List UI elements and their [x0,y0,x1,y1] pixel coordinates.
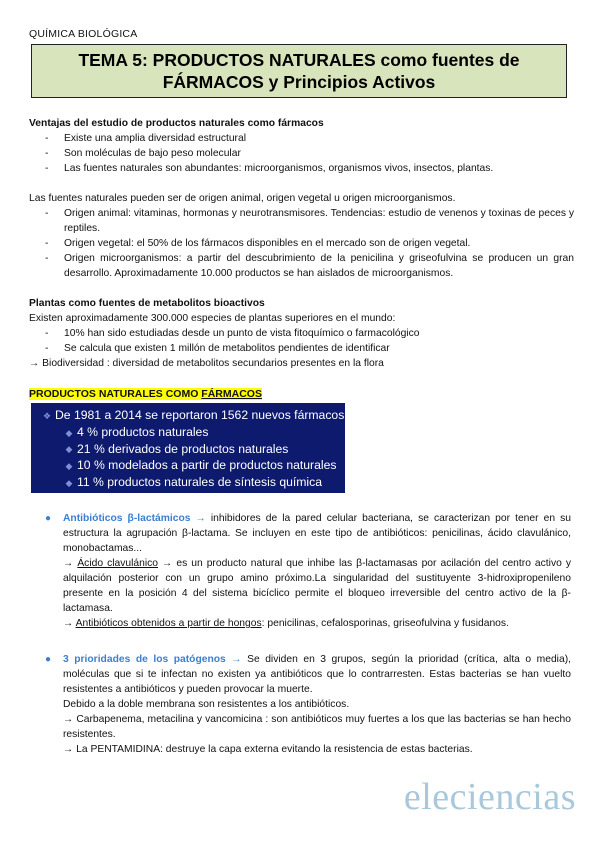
pn-farmacos-title [29,387,262,402]
arrow-text: → [63,558,78,569]
antibioticos-text: inhibidores de la pared celular bacteriana, se caracterizan por tener en su estructura la agrupación β-lactama. Se incluyen en este tipo de antibióticos: penicilinas, ácido clavulánico, monobactamas... [63,513,571,554]
pn-title-b: FÁRMACOS [201,388,262,400]
stats-item-text: 21 % derivados de productos naturales [77,441,289,456]
diamond-bullet-icon: ◆ [65,477,73,488]
stats-item [39,474,345,491]
diamond-bullet-icon: ◆ [65,444,73,455]
diamond-bullet-icon: ◆ [65,427,73,438]
fuentes-section [29,191,574,281]
stats-item-text: 11 % productos naturales de síntesis química [77,475,323,490]
stats-item [39,441,345,458]
prioridades-line-2: Debido a la doble membrana son resistentes a los antibióticos. [63,699,350,710]
prioridades-label: 3 prioridades de los patógenos → [63,654,242,665]
list-item: - Origen microorganismos: a partir del descubrimiento de la penicilina y griseofulvina se producen un gran desarrollo. Aproximadamente 10.000 productos se han aislados de microorganismos. [29,251,574,281]
stats-item-text: 10 % modelados a partir de productos naturales [77,458,337,473]
clavulanico-label: Ácido clavulánico [77,558,159,569]
list-item: - Origen animal: vitaminas, hormonas y neurotransmisores. Tendencias: estudio de venenos y toxinas de peces y reptiles. [29,206,574,236]
diamond-bullet-icon: ❖ [42,410,52,421]
fuentes-intro: Las fuentes naturales pueden ser de origen animal, origen vegetal u origen microorganismos. [29,193,456,204]
stats-main-text: De 1981 a 2014 se reportaron 1562 nuevos fármacos [55,408,345,422]
prioridades-text: Se dividen en 3 grupos, según la prioridad (crítica, alta o media), moléculas que si te infectan no existen ya antibióticos que lo contrarresten. Estas bacterias se han vuelto resistentes a antibióticos y pueden provocar la muerte. [63,654,571,695]
list-item: - Existe una amplia diversidad estructural [29,131,574,146]
antibioticos-label: Antibióticos β-lactámicos → [63,513,206,524]
title-line-1 [78,49,519,71]
antibioticos-item [45,511,571,631]
title-line-1-rest: como fuentes de [375,50,520,70]
bullet-dot-icon: ● [45,654,52,665]
plantas-note: → Biodiversidad : diversidad de metabolitos secundarios presentes en la flora [29,358,384,369]
ventajas-section [29,116,574,176]
stats-item-text: 4 % productos naturales [77,424,209,439]
diamond-bullet-icon: ◆ [65,461,73,472]
subject-header: QUÍMICA BIOLÓGICA [29,28,138,40]
arrow-text: → [63,618,76,629]
clavulanico-text: → es un producto natural que inhibe las β-lactamasas por acilación del centro activo y alquilación posterior con un grupo amino próximo.La singularidad del sustituyente 3-hidroxipropenileno presente en la posición 4 del sistema bicíclico permite el bloqueo irreversible del centro activo de la β-lactamasa. [63,558,571,614]
stats-item [39,424,345,441]
ventajas-heading: Ventajas del estudio de productos naturales como fármacos [29,118,324,129]
watermark-logo: eleciencias [403,776,576,818]
title-line-2: FÁRMACOS y Principios Activos [162,72,436,92]
bullet-dot-icon: ● [45,513,52,524]
stats-main [39,407,345,424]
hongos-label: Antibióticos obtenidos a partir de hongos [75,618,262,629]
list-item: - Se calcula que existen 1 millón de metabolitos pendientes de identificar [29,341,574,356]
prioridades-item [45,652,571,757]
title-line-1-main: TEMA 5: PRODUCTOS NATURALES [78,50,376,70]
plantas-heading: Plantas como fuentes de metabolitos bioactivos [29,298,265,309]
plantas-list [29,326,574,356]
plantas-section [29,296,574,371]
list-item: - 10% han sido estudiadas desde un punto de vista fitoquímico o farmacológico [29,326,574,341]
stats-item [39,457,345,474]
prioridades-line-3: → Carbapenema, metacilina y vancomicina : son antibióticos muy fuertes a los que las bacterias se han hecho resistentes. [63,714,571,740]
fuentes-list [29,206,574,281]
pn-title-a: PRODUCTOS NATURALES COMO [29,388,202,400]
prioridades-body [45,652,571,757]
plantas-intro: Existen aproximadamente 300.000 especies de plantas superiores en el mundo: [29,313,396,324]
prioridades-line-4: → La PENTAMIDINA: destruye la capa externa evitando la resistencia de estas bacterias. [63,744,473,755]
list-item: - Las fuentes naturales son abundantes: microorganismos, organismos vivos, insectos, plantas. [29,161,574,176]
stats-box [31,403,345,493]
list-item: - Son moléculas de bajo peso molecular [29,146,574,161]
ventajas-list [29,131,574,176]
list-item: - Origen vegetal: el 50% de los fármacos disponibles en el mercado son de origen vegetal. [29,236,574,251]
antibioticos-body [45,511,571,631]
hongos-text: : penicilinas, cefalosporinas, griseofulvina y fusidanos. [261,618,509,629]
title-box [31,44,567,98]
